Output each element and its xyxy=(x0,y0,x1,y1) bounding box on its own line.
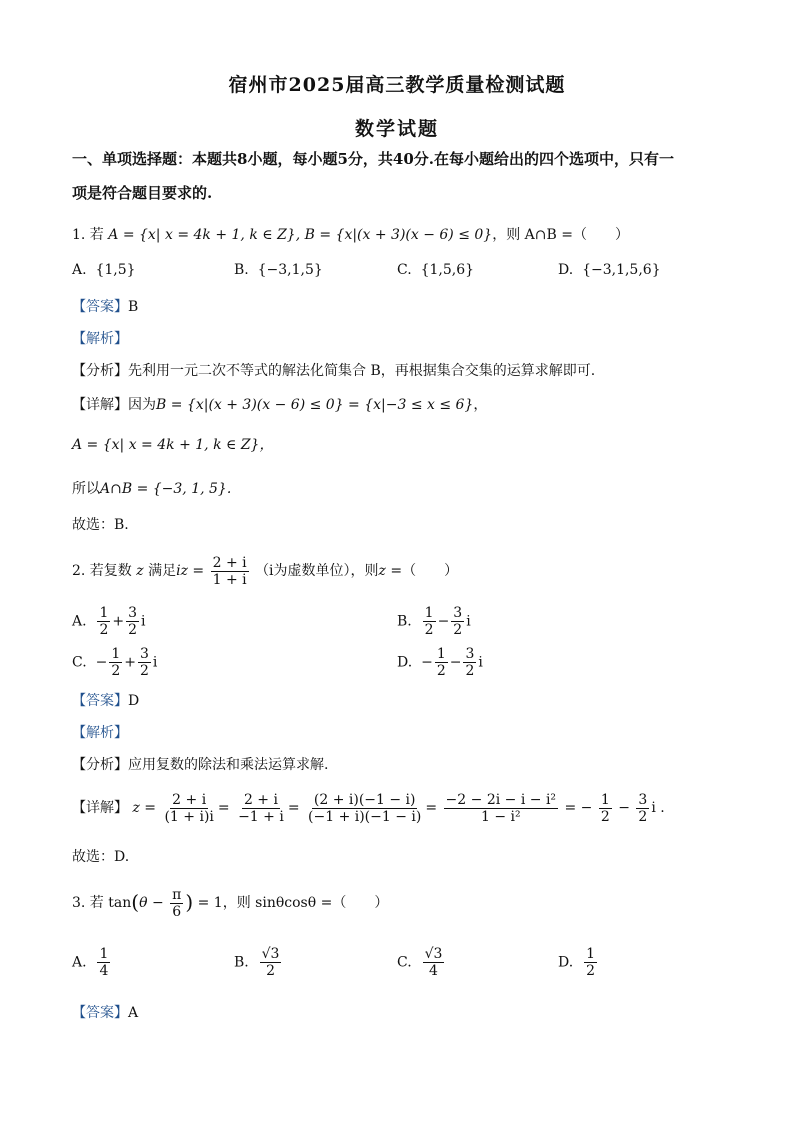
q1-option-c: C. {1,5,6} xyxy=(397,262,475,278)
section-heading-line2: 项是符合题目要求的. xyxy=(72,184,213,202)
q2-stem-fraction: $\frac{2 + i}{1 + i}$ xyxy=(212,554,247,588)
q1-stem xyxy=(72,226,629,244)
q1-conclusion: 故选：B. xyxy=(72,517,129,533)
q3-option-b: B. $\frac{√3}{2}$ xyxy=(234,946,280,979)
q1-fenxi: 【分析】先利用一元二次不等式的解法化简集合 B，再根据集合交集的运算求解即可. xyxy=(72,363,596,379)
q1-analysis-label: 【解析】 xyxy=(72,331,128,347)
q1-detail-line1: 【详解】因为B = {x|(x + 3)(x − 6) ≤ 0} = {x|−3 ≤ x ≤ 6}， xyxy=(72,397,488,413)
q1-detail-line2: A = {x| x = 4k + 1, k ∈ Z}， xyxy=(72,437,274,453)
q2-option-c: C. − $\frac{1}{2}$ + $\frac{3}{2}$ i xyxy=(72,646,158,679)
q3-option-c: C. $\frac{√3}{4}$ xyxy=(397,946,443,979)
q2-conclusion: 故选：D. xyxy=(72,849,130,865)
q2-stem: 2. 若复数 z 满足iz = $\frac{2 + i}{1 + i}$ （i为虚数单位），则z =（ ） xyxy=(72,554,459,588)
q1-option-d: D. {−3,1,5,6} xyxy=(558,262,661,278)
q3-stem: 3. 若 tan(θ − $\frac{\pi}{6}$ ) = 1，则 sinθcosθ =（ ） xyxy=(72,886,389,920)
q2-option-d: D. − $\frac{1}{2}$ − $\frac{3}{2}$ i xyxy=(397,646,483,679)
q3-option-a: A. $\frac{1}{4}$ xyxy=(72,946,109,979)
q1-detail-line3: 所以A∩B = {−3, 1, 5}. xyxy=(72,481,232,497)
q1-set-a: A = {x| x = 4k + 1, k ∈ Z} xyxy=(108,227,296,243)
q1-number: 1. 若 xyxy=(72,227,104,243)
q1-option-b: B. {−3,1,5} xyxy=(234,262,323,278)
section-heading-line1: 一、单项选择题：本题共8小题，每小题5分，共40分.在每小题给出的四个选项中，只有一 xyxy=(72,150,674,168)
q1-set-b: , B = {x|(x + 3)(x − 6) ≤ 0} xyxy=(295,227,493,243)
q1-tail: ，则 A∩B =（ ） xyxy=(492,227,629,243)
page-subtitle: 数学试题 xyxy=(354,118,439,140)
q1-option-a: A. {1,5} xyxy=(72,262,136,278)
q1-answer: 【答案】B xyxy=(72,299,139,315)
q3-answer: 【答案】A xyxy=(72,1005,139,1021)
page-title: 宿州市2025届高三教学质量检测试题 xyxy=(228,74,566,96)
q2-detail: 【详解】 z = $\frac{2 + i}{(1 + i)i}$ = $\frac{2 + i}{-1 + i}$ = $\frac{(2 + i)(-1 - i)}{(-1 + i)(-1 - i)}$ = $\frac{\text{−2 − 2i − i − i²}}{\text{1 − i²}}$ = − $\frac{1}{2}$ − $\frac{3}{2}$ i . xyxy=(72,791,665,825)
q2-option-a: A. $\frac{1}{2}$ + $\frac{3}{2}$ i xyxy=(72,605,146,638)
q2-answer: 【答案】D xyxy=(72,693,140,709)
q2-option-b: B. $\frac{1}{2}$ − $\frac{3}{2}$ i xyxy=(397,605,471,638)
q3-option-d: D. $\frac{1}{2}$ xyxy=(558,946,595,979)
q2-analysis-label: 【解析】 xyxy=(72,725,128,741)
q2-fenxi: 【分析】应用复数的除法和乘法运算求解. xyxy=(72,757,329,773)
